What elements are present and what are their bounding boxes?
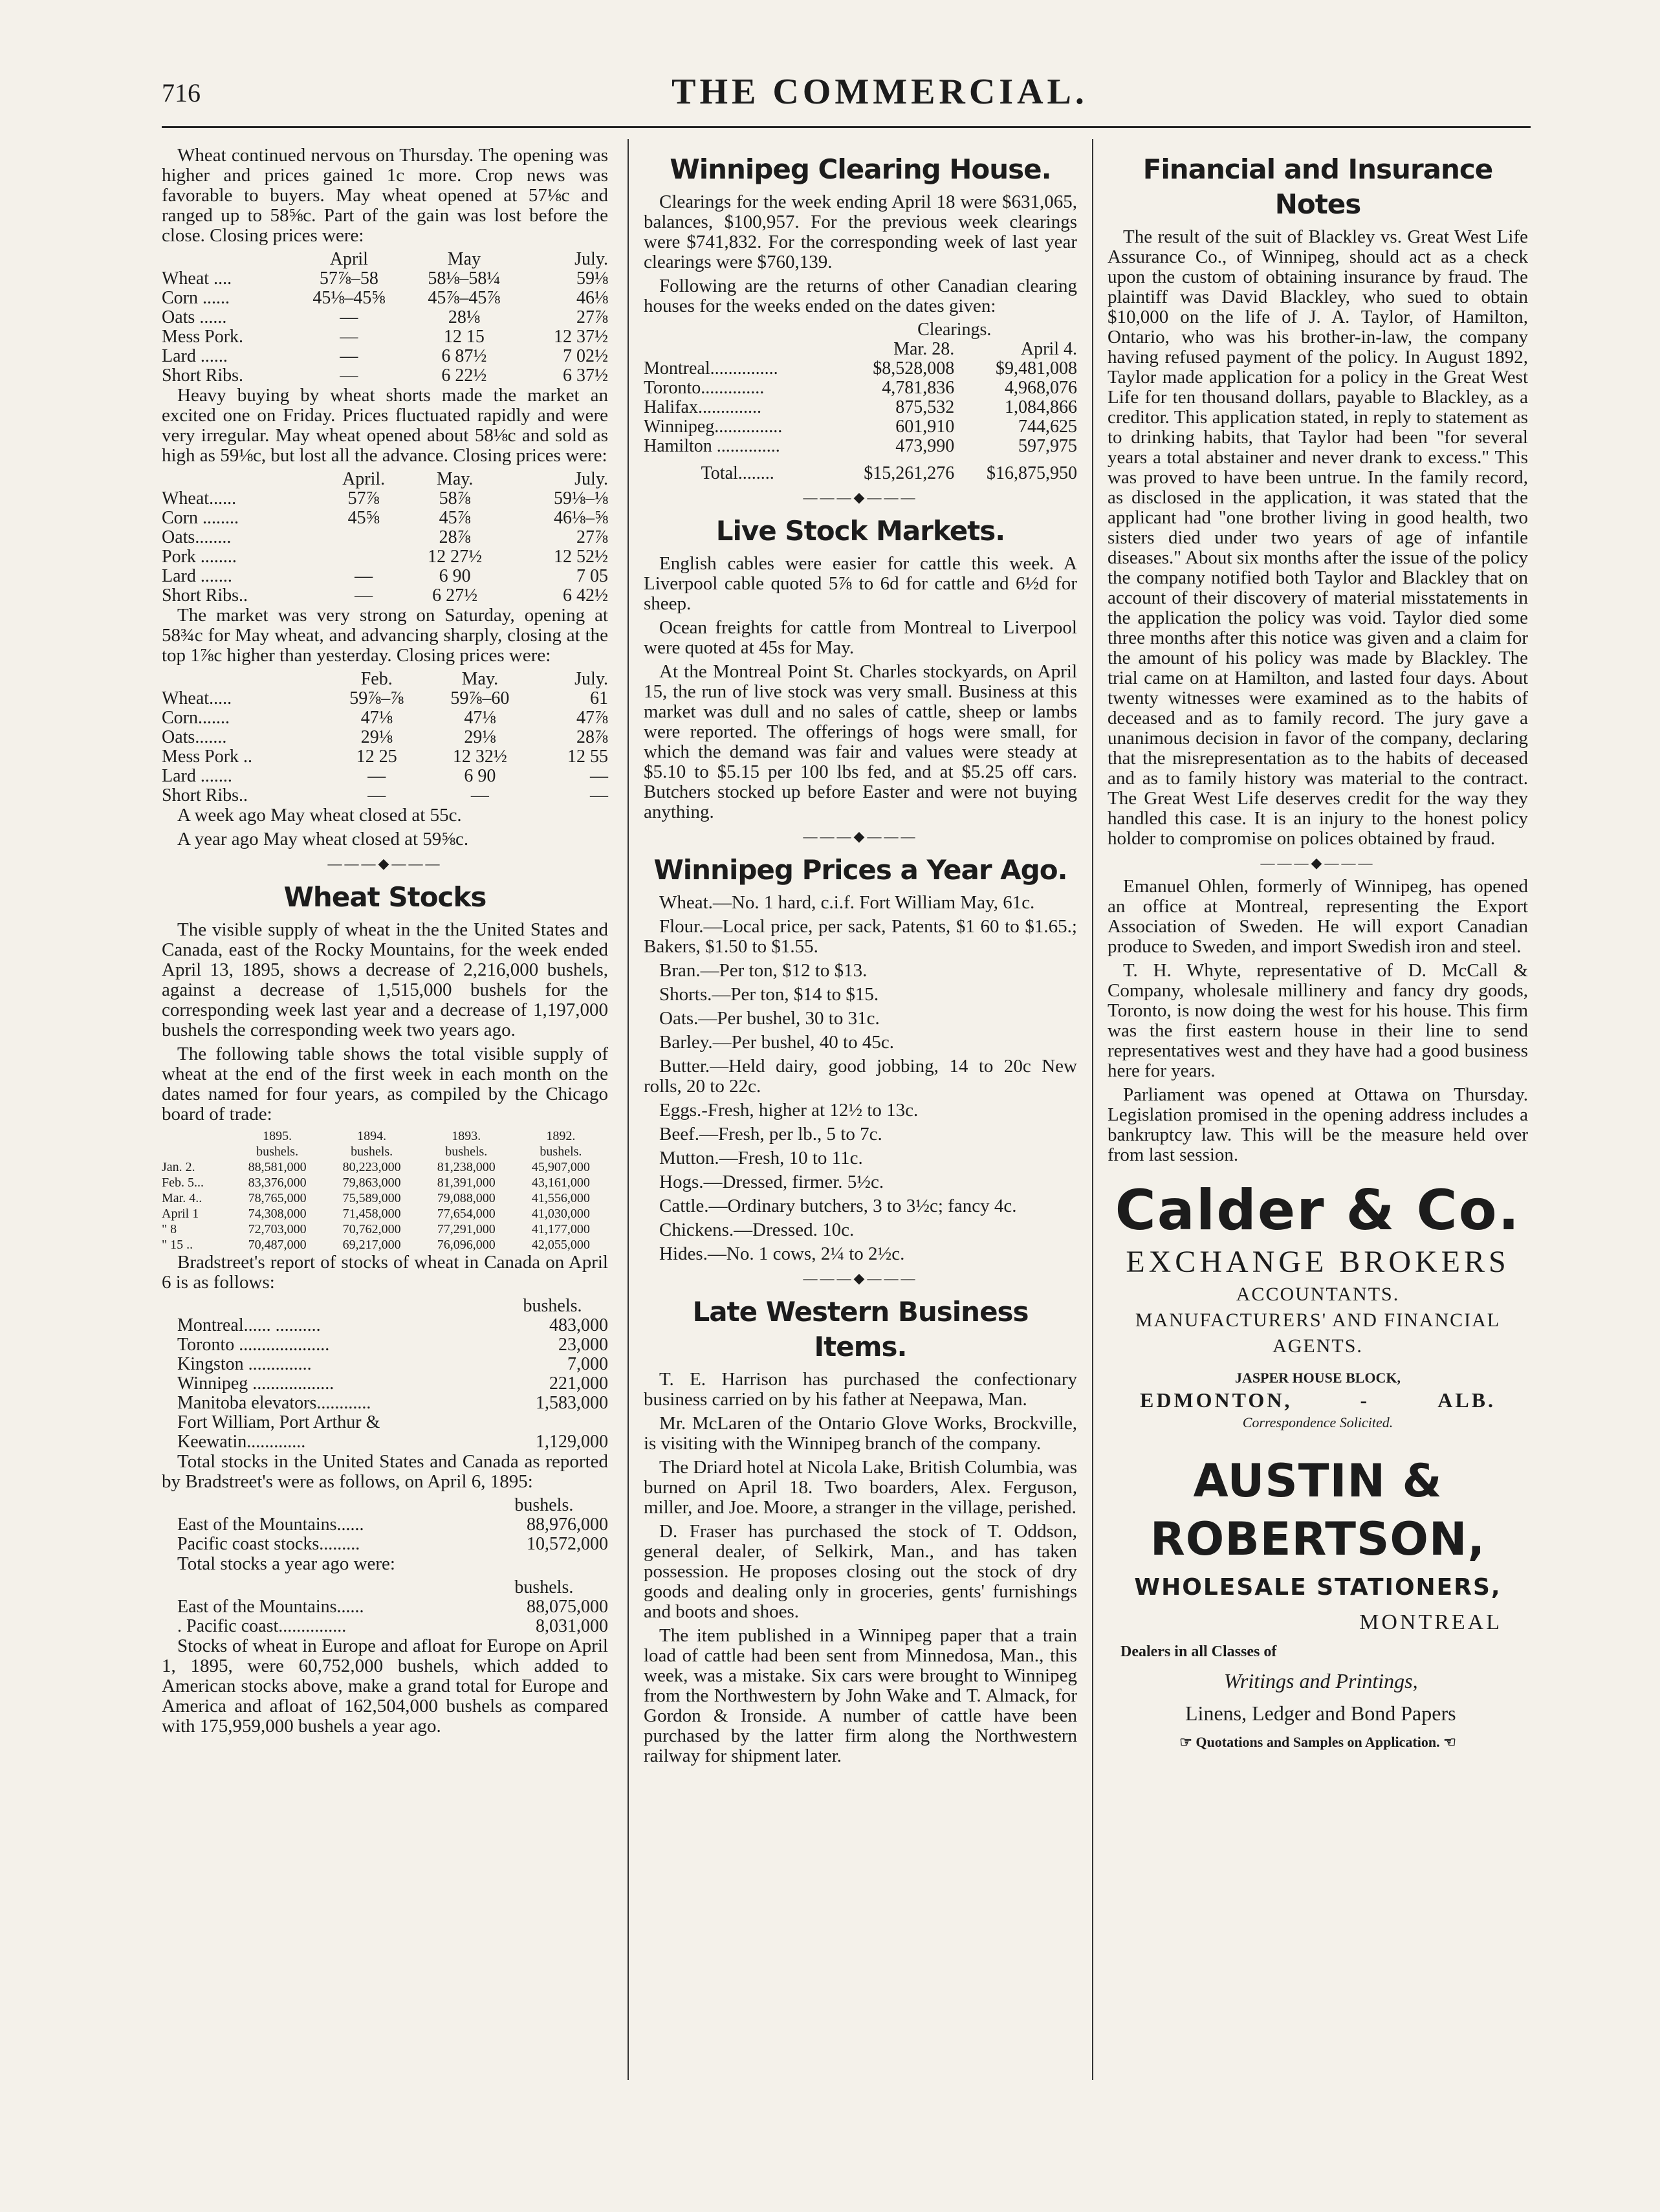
article-paragraph: Stocks of wheat in Europe and afloat for Europe on April 1, 1895, were 60,752,000 bushels, which added to American stocks above, make a grand total for Europe and America and afloat of 162,504,000 bushels as compared with 175,959,000 bushels a year ago. (162, 1636, 608, 1736)
prices-table-thursday: April May July. Wheat .... 57⅞–58 58⅛–58¼ 59⅛ Corn ...... 45⅛–45⅝ 45⅞–45⅞ 46⅛ Oats ...... — 28⅛ 27⅞ Mess Pork. — 12 15 12 37½ Lard ...... — 6 87½ 7 02½ Short Ribs. — 6 22½ 6 37½ (162, 249, 608, 386)
article-paragraph: The Driard hotel at Nicola Lake, British Columbia, was burned on April 18. Two boarders, Alex. Ferguson, miller, and Joe. Moore, a stranger in the village, perished. (644, 1457, 1077, 1518)
table-row: Mar. 4.. 78,765,000 75,589,000 79,088,000 41,556,000 (162, 1191, 590, 1205)
table-row: April 1 74,308,000 71,458,000 77,654,000 41,030,000 (162, 1207, 590, 1221)
ad-line: JASPER HOUSE BLOCK, (1234, 1370, 1401, 1386)
market-paragraph: A week ago May wheat closed at 55c. (177, 805, 462, 826)
ad-line: ☞ Quotations and Samples on Application. ☜ (1179, 1734, 1456, 1750)
market-paragraph: Heavy buying by wheat shorts made the market an excited one on Friday. Prices fluctuated rapidly and were very irregular. May wheat opened about 58⅛c and sold as high as 59⅛c, but lost all the advance. Closing prices were: (162, 385, 608, 466)
table-row: Jan. 2. 88,581,000 80,223,000 81,238,000 45,907,000 (162, 1160, 590, 1174)
table-row: " 8 72,703,000 70,762,000 77,291,000 41,177,000 (162, 1222, 590, 1236)
ad-firm-name: AUSTIN & ROBERTSON, (1150, 1454, 1486, 1566)
article-paragraph: The item published in a Winnipeg paper that a train load of cattle had been sent from Minnedosa, Man., this week, was a mistake. Six cars were brought to Winnipeg from the Northwestern by John Wake and T. Almack, for Gordon & Ironside. A number of cattle have been purchased by the latter firm along the Northwestern railway for shipment later. (644, 1625, 1077, 1766)
price-item: Hides.—No. 1 cows, 2¼ to 2½c. (659, 1243, 905, 1264)
table-row: Wheat .... 57⅞–58 58⅛–58¼ 59⅛ (162, 268, 608, 289)
ad-line: EXCHANGE BROKERS (1126, 1245, 1510, 1279)
ad-line: AGENTS. (1272, 1335, 1363, 1357)
table-row: Corn....... 47⅛ 47⅛ 47⅞ (162, 708, 608, 728)
table-row: Mess Pork .. 12 25 12 32½ 12 55 (162, 747, 608, 767)
section-ornament: ———◆——— (327, 855, 442, 871)
price-item: Barley.—Per bushel, 40 to 45c. (659, 1032, 894, 1053)
header-rule (162, 126, 1531, 128)
table-row: Short Ribs. — 6 22½ 6 37½ (162, 366, 608, 386)
table-row: Oats ...... — 28⅛ 27⅞ (162, 307, 608, 327)
table-row: Lard ...... — 6 87½ 7 02½ (162, 346, 608, 366)
ad-line: ACCOUNTANTS. (1236, 1284, 1400, 1305)
table-row: Short Ribs.. — 6 27½ 6 42½ (162, 586, 608, 606)
table-row: Pork ........ 12 27½ 12 52½ (162, 547, 608, 567)
column-1 (162, 146, 608, 1740)
table-row: Montreal...... .......... 483,000 (177, 1315, 608, 1335)
advertisement-calder (1108, 1178, 1528, 1432)
article-paragraph: Emanuel Ohlen, formerly of Winnipeg, has opened an office at Montreal, representing the Export Association of Sweden. He will export Canadian produce to Sweden, and import Swedish iron and steel. (1108, 876, 1528, 957)
table-row: East of the Mountains...... 88,075,000 (177, 1597, 608, 1617)
table-row: Toronto.............. 4,781,836 4,968,076 (644, 378, 1077, 398)
table-row: Wheat...... 57⅞ 58⅞ 59⅛–⅛ (162, 488, 608, 509)
table-row: " 15 .. 70,487,000 69,217,000 76,096,000 42,055,000 (162, 1238, 590, 1252)
section-ornament: ———◆——— (1260, 855, 1375, 871)
table-row: Toronto .................... 23,000 (177, 1335, 608, 1355)
headline-live-stock: Live Stock Markets. (715, 515, 1005, 547)
table-row: Corn ...... 45⅛–45⅝ 45⅞–45⅞ 46⅛ (162, 288, 608, 308)
headline-western-items: Late Western Business Items. (692, 1296, 1029, 1363)
table-row: Keewatin............. 1,129,000 (177, 1432, 608, 1452)
table-row: Oats....... 29⅛ 29⅛ 28⅞ (162, 727, 608, 747)
column-divider (1092, 139, 1093, 2080)
market-paragraph: Wheat continued nervous on Thursday. The opening was higher and prices gained 1c more. Crop news was favorable to buyers. May wheat opened at 57⅛c and ranged up to 58⅝c. Part of the gain was lost before the close. Closing prices were: (162, 145, 608, 246)
year-ago-stocks-table: bushels. East of the Mountains...... 88,075,000 . Pacific coast............... 8,031,000 (162, 1578, 608, 1636)
table-row: Oats........ 28⅞ 27⅞ (162, 527, 608, 547)
table-row: . Pacific coast............... 8,031,000 (177, 1616, 608, 1636)
article-paragraph: Bradstreet's report of stocks of wheat in Canada on April 6 is as follows: (162, 1252, 608, 1293)
article-paragraph: English cables were easier for cattle this week. A Liverpool cable quoted 5⅞ to 6d for cattle and 6½d for sheep. (644, 553, 1077, 614)
market-paragraph: The market was very strong on Saturday, opening at 58¾c for May wheat, and advancing sharply, closing at the top 1⅞c higher than yesterday. Closing prices were: (162, 605, 608, 666)
ad-line: MONTREAL (1359, 1610, 1502, 1634)
ad-line: Linens, Ledger and Bond Papers (1185, 1702, 1456, 1725)
table-row: Winnipeg .................. 221,000 (177, 1374, 608, 1394)
market-paragraph: A year ago May wheat closed at 59⅝c. (177, 829, 469, 849)
table-row: Short Ribs.. — — — (162, 785, 608, 805)
price-item: Shorts.—Per ton, $14 to $15. (659, 984, 879, 1005)
ad-line: Writings and Printings, (1224, 1669, 1418, 1692)
visible-supply-table: 1895. 1894. 1893. 1892. bushels. bushels. bushels. bushels. Jan. 2. 88,581,000 80,223,000 81,238,000 45,907,000 Feb. 5... 83,376,000 79,863,000 81,391,000 43,161,000 Mar. 4.. 78,765,000 75,589,000 79,088,000 41,556,000 April 1 74,308,000 71,458,000 77,654,000 41,030,000 " 8 72,703,000 70,762,000 77,291,000 41,177,000 " 15 .. 70,487,000 69,217,000 76,096,000 42,055,000 (162, 1128, 608, 1253)
section-ornament: ———◆——— (803, 489, 918, 505)
table-row: Montreal............... $8,528,008 $9,481,008 (644, 358, 1077, 378)
price-item: Mutton.—Fresh, 10 to 11c. (659, 1148, 863, 1168)
column-3 (1108, 146, 1528, 1755)
masthead: THE COMMERCIAL. (672, 72, 1088, 112)
column-2 (644, 146, 1077, 1770)
price-item: Beef.—Fresh, per lb., 5 to 7c. (659, 1124, 882, 1144)
clearings-table: Clearings. Mar. 28. April 4. Montreal............... $8,528,008 $9,481,008 Toronto.............. 4,781,836 4,968,076 Halifax.............. 875,532 1,084,866 Winnipeg............... 601,910 744,625 Hamilton .............. 473,990 597,975 Total........ $15,261,276 $16,875,950 (644, 320, 1077, 483)
article-paragraph: D. Fraser has purchased the stock of T. Oddson, general dealer, of Selkirk, Man., and has taken possession. He proposes closing out the stock of dry goods and dealing only in groceries, gents' furnishings and boots and shoes. (644, 1521, 1077, 1622)
ad-line: Correspondence Solicited. (1242, 1414, 1393, 1430)
article-paragraph: The visible supply of wheat in the the United States and Canada, east of the Rocky Mountains, for the week ended April 13, 1895, shows a decrease of 2,216,000 bushels, against a decrease of 1,515,000 bushels for the corresponding week last year and a decrease of 1,197,000 bushels the corresponding week two years ago. (162, 919, 608, 1040)
ad-location: EDMONTON, - ALB. (1140, 1388, 1496, 1412)
table-row: Lard ....... — 6 90 — (162, 766, 608, 786)
article-paragraph: The result of the suit of Blackley vs. Great West Life Assurance Co., of Winnipeg, should act as a check upon the custom of obtaining insurance by fraud. The plaintiff was David Blackley, who sued to obtain $10,000 on the life of J. A. Taylor, of Hamilton, Ontario, who was his brother-in-law, the company having refused payment of the policy. In August 1892, Taylor made application for a policy in the Great West Life for ten thousand dollars, payable to Blackley, as a creditor. This application stated, in reply to statement as to drinking habits, that Taylor had been "for several years a total abstainer and never drank to excess." This was proved to have been untrue. In the family record, as disclosed in the application, it was stated that the applicant had "one brother living in good health, two sisters died under two years of age of infantile diseases." About six months after the issue of the policy the company notified both Taylor and Blackley that on account of their discovery of material misstatements in the application the policy was void. Taylor died some three months after this notice was given and a claim for the amount of his policy was made by Blackley. The trial came on at Hamilton, and lasted four days. About twenty witnesses were examined as to the habits of deceased and as to family record. The jury gave a unanimous decision in favor of the company, declaring that the misrepresentation as to the habits of deceased and as to family history was material to the contract. The Great West Life deserves credit for the way they handled this case. It is an injury to the honest policy holder to compromise on polices obtained by fraud. (1108, 226, 1528, 849)
table-row: Halifax.............. 875,532 1,084,866 (644, 397, 1077, 417)
column-divider (628, 139, 629, 2080)
table-row: Fort William, Port Arthur & (177, 1412, 380, 1432)
article-paragraph: T. H. Whyte, representative of D. McCall & Company, wholesale millinery and fancy dry goods, Toronto, is now doing the west for his house. This firm was the first eastern house in their line to send representatives west and they have had a good business here for years. (1108, 960, 1528, 1081)
price-item: Oats.—Per bushel, 30 to 31c. (659, 1008, 880, 1029)
table-row: Wheat..... 59⅞–⅞ 59⅞–60 61 (162, 688, 608, 708)
article-paragraph: Ocean freights for cattle from Montreal to Liverpool were quoted at 45s for May. (644, 617, 1077, 658)
price-item: Wheat.—No. 1 hard, c.i.f. Fort William May, 61c. (659, 892, 1035, 913)
headline-wheat-stocks: Wheat Stocks (283, 881, 486, 913)
article-paragraph: Total stocks a year ago were: (177, 1553, 395, 1574)
table-row: Corn ........ 45⅝ 45⅞ 46⅛–⅝ (162, 508, 608, 528)
article-paragraph: Parliament was opened at Ottawa on Thursday. Legislation promised in the opening address includes a bankruptcy law. This will be the measure held over from last session. (1108, 1084, 1528, 1165)
article-paragraph: Total stocks in the United States and Canada as reported by Bradstreet's were as follows, on April 6, 1895: (162, 1451, 608, 1492)
article-paragraph: Mr. McLaren of the Ontario Glove Works, Brockville, is visiting with the Winnipeg branch of the company. (644, 1413, 1077, 1454)
article-paragraph: T. E. Harrison has purchased the confectionary business carried on by his father at Neepawa, Man. (644, 1369, 1077, 1410)
ad-line: MANUFACTURERS' AND FINANCIAL (1135, 1309, 1501, 1331)
table-row: Lard ....... — 6 90 7 05 (162, 566, 608, 586)
table-total-row: Total........ $15,261,276 $16,875,950 (701, 463, 1077, 483)
table-row: Mess Pork. — 12 15 12 37½ (162, 327, 608, 347)
prices-table-saturday: Feb. May. July. Wheat..... 59⅞–⅞ 59⅞–60 61 Corn....... 47⅛ 47⅛ 47⅞ Oats....... 29⅛ 29⅛ 28⅞ Mess Pork .. 12 25 12 32½ 12 55 Lard ....... — 6 90 — Short Ribs.. — — — (162, 669, 608, 805)
article-paragraph: The following table shows the total visible supply of wheat at the end of the first week in each month on the dates named for four years, as compiled by the Chicago board of trade: (162, 1044, 608, 1124)
ad-line: WHOLESALE STATIONERS, (1134, 1574, 1502, 1601)
price-item: Hogs.—Dressed, firmer. 5½c. (659, 1172, 884, 1192)
table-row: Feb. 5... 83,376,000 79,863,000 81,391,000 43,161,000 (162, 1176, 590, 1190)
headline-clearing-house: Winnipeg Clearing House. (670, 153, 1051, 185)
price-item: Chickens.—Dressed. 10c. (659, 1220, 855, 1240)
ad-firm-name: Calder & Co. (1115, 1178, 1521, 1243)
table-row: Winnipeg............... 601,910 744,625 (644, 417, 1077, 437)
ad-line: Dealers in all Classes of (1120, 1643, 1277, 1660)
canada-stocks-table: bushels. Montreal...... .......... 483,000 Toronto .................... 23,000 Kingston .............. 7,000 Winnipeg .................. 221,000 Manitoba elevators............ 1,583,000 Fort William, Port Arthur & Keewatin............. 1,129,000 (162, 1297, 608, 1452)
section-ornament: ———◆——— (803, 828, 918, 844)
page-number: 716 (162, 78, 201, 107)
headline-financial-notes: Financial and Insurance Notes (1142, 153, 1493, 220)
article-paragraph: Clearings for the week ending April 18 were $631,065, balances, $100,957. For the previous week clearings were $741,832. For the corresponding week of last year clearings were $760,139. (644, 192, 1077, 272)
table-row: Kingston .............. 7,000 (177, 1354, 608, 1374)
table-row: Pacific coast stocks......... 10,572,000 (177, 1534, 608, 1554)
price-item: Flour.—Local price, per sack, Patents, $1 60 to $1.65.; Bakers, $1.50 to $1.55. (644, 916, 1077, 957)
article-paragraph: At the Montreal Point St. Charles stockyards, on April 15, the run of live stock was very small. Business at this market was dull and no sales of cattle, sheep or lambs were reported. The offerings of hogs were small, for which the demand was fair and values were steady at $5.10 to $5.15 per 100 lbs fed, and at $5.25 off cars. Butchers stocked up before Easter and were not buying anything. (644, 661, 1077, 822)
price-item: Butter.—Held dairy, good jobbing, 14 to 20c New rolls, 20 to 22c. (644, 1056, 1077, 1097)
us-canada-stocks-table: bushels. East of the Mountains...... 88,976,000 Pacific coast stocks......... 10,572,000 (162, 1496, 608, 1554)
prices-table-friday: April. May. July. Wheat...... 57⅞ 58⅞ 59⅛–⅛ Corn ........ 45⅝ 45⅞ 46⅛–⅝ Oats........ 28⅞ 27⅞ Pork ........ 12 27½ 12 52½ Lard ....... — 6 90 7 05 Short Ribs.. — 6 27½ 6 42½ (162, 469, 608, 606)
article-paragraph: Following are the returns of other Canadian clearing houses for the weeks ended on the dates given: (644, 276, 1077, 316)
headline-prices-year-ago: Winnipeg Prices a Year Ago. (653, 854, 1067, 886)
price-item: Cattle.—Ordinary butchers, 3 to 3½c; fancy 4c. (659, 1196, 1017, 1216)
advertisement-austin-robertson (1108, 1452, 1528, 1755)
table-row: Hamilton .............. 473,990 597,975 (644, 436, 1077, 456)
table-row: Manitoba elevators............ 1,583,000 (177, 1393, 608, 1413)
price-item: Bran.—Per ton, $12 to $13. (659, 960, 868, 981)
section-ornament: ———◆——— (803, 1270, 918, 1286)
table-row: East of the Mountains...... 88,976,000 (177, 1515, 608, 1535)
price-item: Eggs.-Fresh, higher at 12½ to 13c. (659, 1100, 919, 1121)
